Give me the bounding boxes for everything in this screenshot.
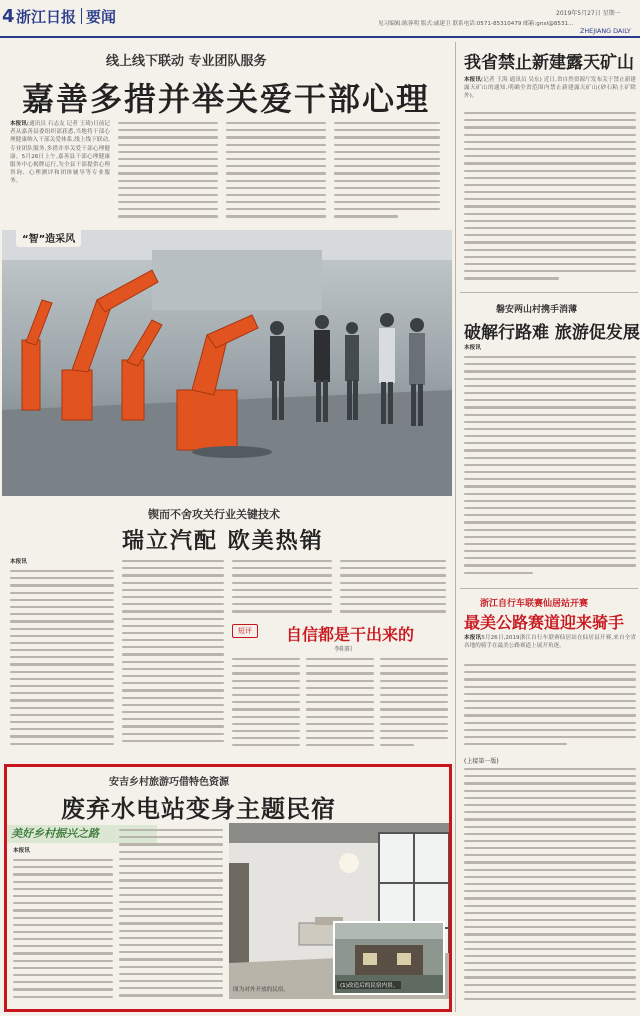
right-mid-headline: 破解行路难 旅游促发展 (464, 323, 640, 343)
right-top-headline: 我省禁止新建露天矿山 (464, 53, 634, 73)
anji-article (4, 764, 452, 1012)
right-low-continued (464, 768, 636, 1008)
lead-intro: 本报讯(通讯员 石志友 记者 王琦)日前记者从嘉善县委组织部获悉,当地将干部心理健康纳入干部关爱体系,线上线下联动,专业团队服务,多措并举关爱干部心理健康。5月26日上午,嘉善县干部心理健康服务中心揭牌运行,为全县干部提供心理咨询、心理测评和团体辅导等专业服务。 (10, 121, 110, 185)
ruili-column-4 (340, 560, 446, 620)
anji-kicker: 安吉乡村旅游巧借特色资源 (109, 777, 229, 788)
ruili-column-3 (232, 560, 332, 620)
masthead-rule (0, 36, 640, 38)
ruili-article (0, 498, 452, 760)
right-mid-body (464, 356, 636, 584)
right-low-body (464, 664, 636, 754)
anji-dateline: 本报讯 (13, 848, 30, 854)
anji-headline: 废弃水电站变身主题民宿 (61, 794, 336, 823)
editor-line: 见习编辑:陈蓉明 版式:戚建卫 联系电话:0571-85310479 邮箱:gnxl@8531... (378, 21, 574, 27)
ruili-headline: 瑞立汽配 欧美热销 (122, 528, 324, 554)
lead-headline: 嘉善多措并举关爱干部心理 (22, 80, 431, 118)
section-name: 要闻 (86, 8, 117, 26)
right-low-footnote: (上接第一版) (464, 758, 499, 765)
right-top-intro: 本报讯(记者 王海 通讯员 吴东) 近日,省自然资源厅发布关于禁止新建露天矿山的通知,明确全省范围内禁止新建露天矿山(砂石粘土矿除外)。 (464, 77, 636, 100)
commentary-title: 自信都是干出来的 (286, 625, 415, 644)
right-mid-article (460, 296, 638, 586)
english-name: ZHEJIANG DAILY (580, 27, 631, 35)
lead-article (0, 40, 452, 250)
rural-revival-banner: 美好乡村振兴之路 (7, 825, 157, 843)
right-low-headline: 最美公路赛道迎来骑手 (464, 613, 625, 632)
column-divider (455, 42, 456, 1012)
anji-column-2 (119, 829, 223, 1009)
ruili-dateline: 本报讯 (10, 559, 27, 565)
page-number: 4 (2, 6, 15, 27)
commentary-col-1 (232, 658, 300, 754)
ruili-column-2 (122, 560, 224, 756)
right-divider-2 (460, 588, 638, 589)
right-divider-1 (460, 292, 638, 293)
commentary-box (232, 622, 448, 756)
lead-column-3 (226, 122, 326, 226)
masthead-divider (81, 8, 82, 24)
anji-photo-caption: (1)改造后的民宿内景。 (337, 981, 401, 989)
lead-kicker: 线上线下联动 专业团队服务 (106, 54, 267, 69)
right-low-intro: 本报讯5月26日,2019浙江自行车联赛仙居站在仙居县开赛,来自全省各地的骑手在最美公路赛道上展开角逐。 (464, 635, 636, 650)
anji-column-1 (13, 859, 113, 1009)
commentary-col-2 (306, 658, 374, 754)
masthead (0, 0, 640, 40)
commentary-tag: 短评 (232, 624, 258, 638)
lead-body (10, 120, 442, 228)
right-mid-kicker: 磐安两山村携手消薄 (496, 305, 578, 315)
right-low-article (460, 592, 638, 1012)
paper-name: 浙江日报 (16, 8, 77, 26)
right-top-body (464, 112, 636, 288)
right-top-article (460, 42, 638, 290)
robot-exhibition-image (2, 230, 452, 496)
lead-column-2 (118, 122, 218, 226)
issue-date: 2019年5月27日 星期一 (556, 10, 621, 17)
right-mid-dateline: 本报讯 (464, 345, 481, 351)
news-photo (2, 230, 452, 496)
lead-column-4 (334, 122, 440, 226)
right-low-kicker: 浙江自行车联赛仙居站开赛 (480, 599, 589, 609)
commentary-author: 李阳阳 (334, 646, 353, 653)
ruili-column-1 (10, 570, 114, 760)
commentary-col-3 (380, 658, 448, 754)
ruili-kicker: 锲而不舍攻关行业关键技术 (148, 508, 280, 521)
anji-photo (229, 823, 449, 999)
anji-photo-caption-2: 图为对外开放的民宿。 (233, 987, 289, 993)
photo-label: “智”造采风 (16, 230, 81, 247)
